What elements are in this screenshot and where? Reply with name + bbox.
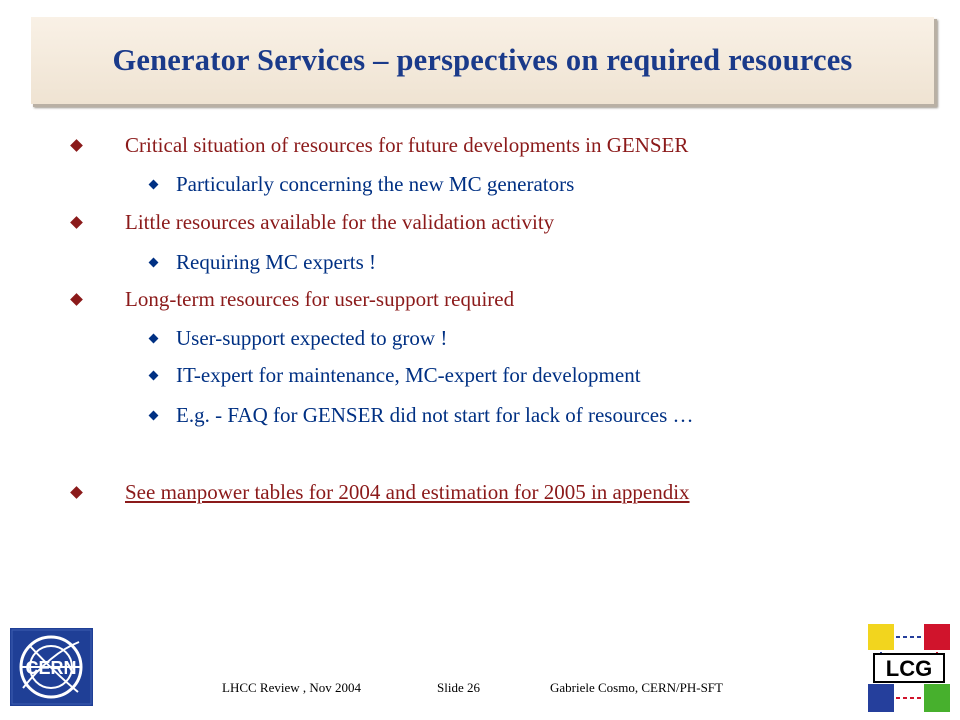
footer-slide-number: Slide 26 [437, 680, 480, 695]
bullet-text: Particularly concerning the new MC generators [176, 172, 575, 196]
lcg-logo-icon [866, 622, 952, 714]
sub-bullet-item [150, 172, 574, 197]
slide-title: Generator Services – perspectives on required resources [112, 43, 853, 77]
cern-logo-text: CERN [25, 658, 77, 678]
bullet-text: E.g. - FAQ for GENSER did not start for lack of resources … [176, 403, 694, 427]
sub-bullet-item [150, 363, 641, 388]
sub-bullet-item [150, 250, 376, 275]
appendix-link[interactable]: See manpower tables for 2004 and estimation for 2005 in appendix [125, 480, 690, 504]
sub-bullet-item [150, 403, 694, 428]
footer-event: LHCC Review , Nov 2004 [222, 680, 362, 695]
diamond-bullet-icon [70, 486, 83, 499]
sub-bullet-item [150, 326, 447, 351]
bullet-item [72, 210, 554, 235]
diamond-bullet-icon [149, 180, 159, 190]
diamond-bullet-icon [70, 216, 83, 229]
lcg-logo-text: LCG [885, 656, 933, 681]
footer-author: Gabriele Cosmo, CERN/PH-SFT [550, 680, 723, 695]
diamond-bullet-icon [149, 411, 159, 421]
bullet-item [72, 133, 688, 158]
bullet-item [72, 287, 514, 312]
bullet-text: User-support expected to grow ! [176, 326, 448, 350]
diamond-bullet-icon [149, 258, 159, 268]
diamond-bullet-icon [149, 334, 159, 344]
bullet-text: Requiring MC experts ! [176, 250, 377, 274]
bullet-text: Long-term resources for user-support required [125, 287, 515, 311]
diamond-bullet-icon [70, 139, 83, 152]
appendix-link-item[interactable] [72, 480, 690, 505]
diamond-bullet-icon [70, 293, 83, 306]
bullet-text: Critical situation of resources for future developments in GENSER [125, 133, 689, 157]
diamond-bullet-icon [149, 371, 159, 381]
bullet-text: Little resources available for the validation activity [125, 210, 555, 234]
cern-logo-icon [10, 628, 93, 706]
bullet-text: IT-expert for maintenance, MC-expert for development [176, 363, 641, 387]
